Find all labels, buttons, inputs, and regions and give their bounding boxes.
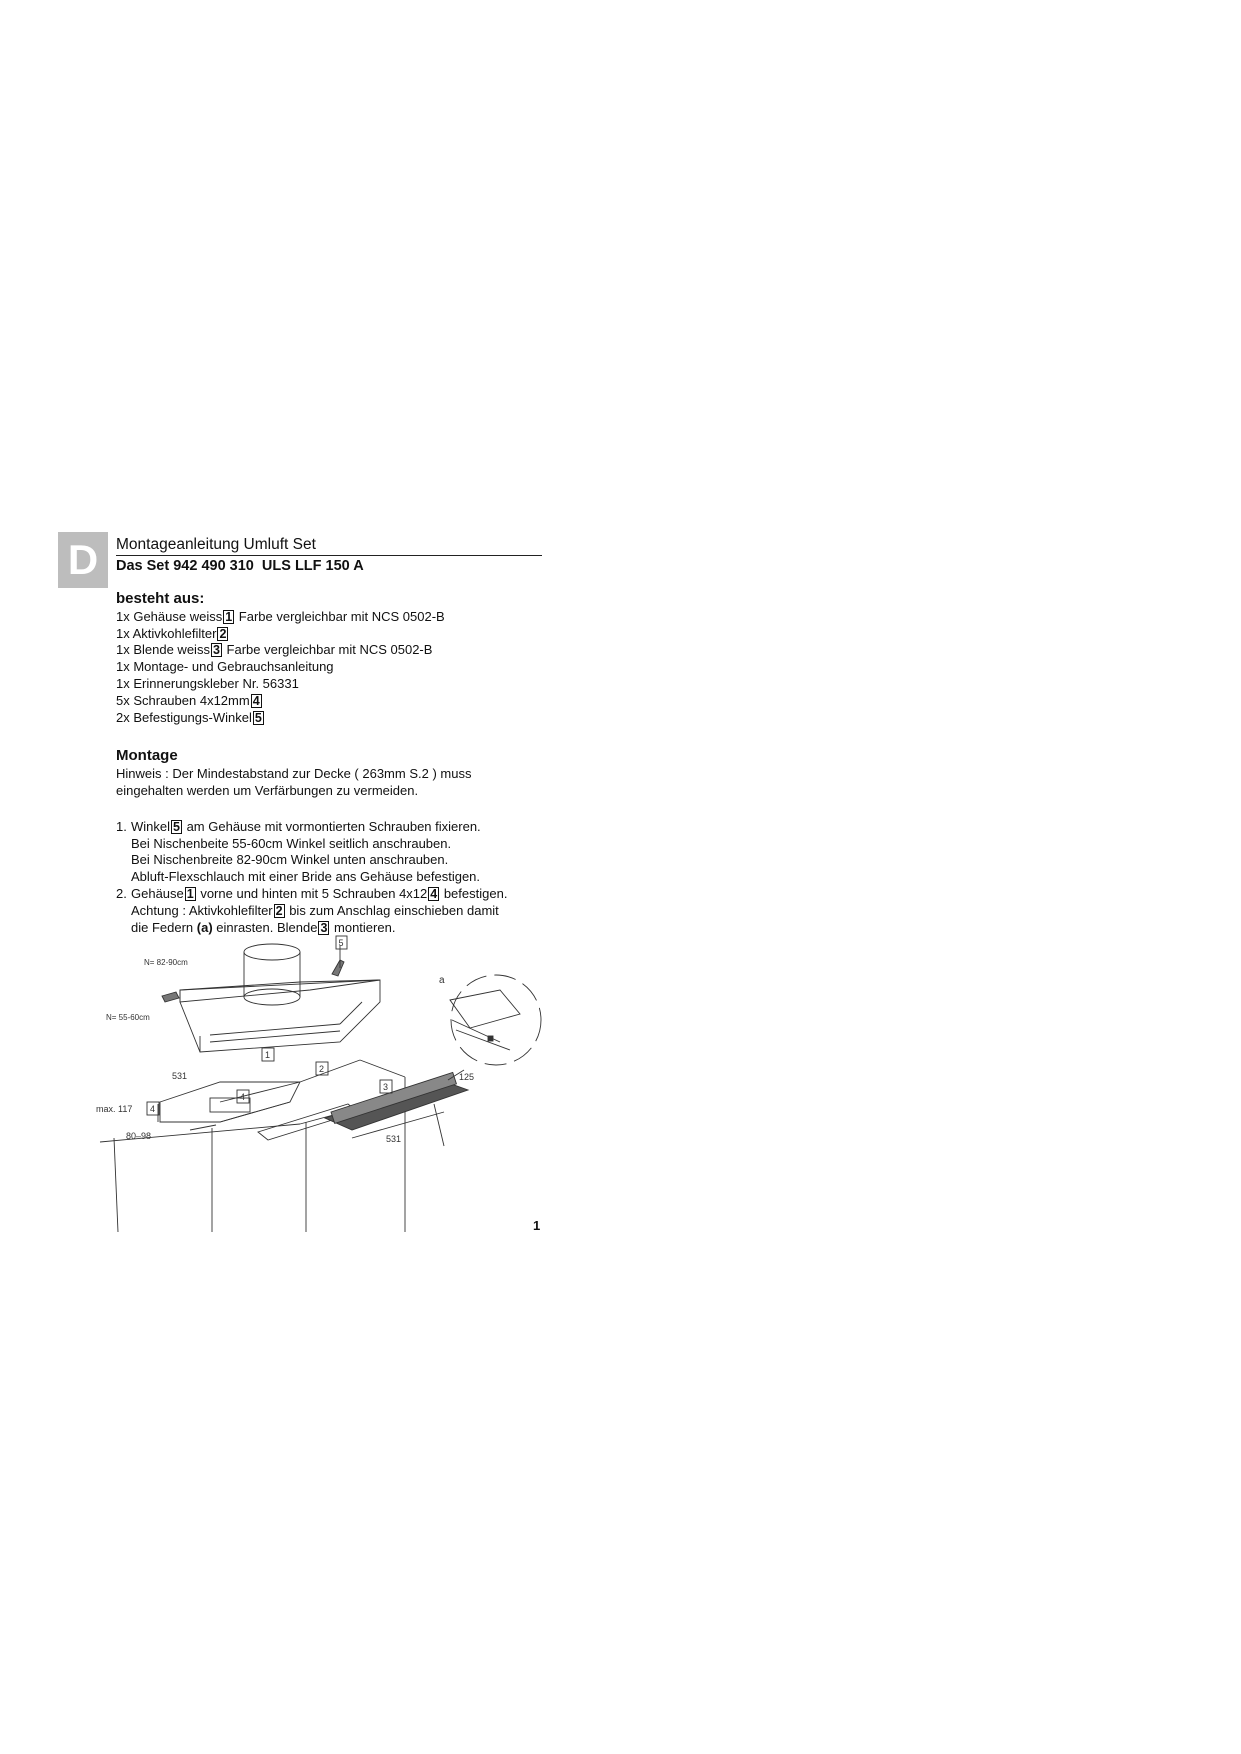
callout-number: 4 <box>240 1092 246 1102</box>
parts-item: 1x Blende weiss 3 Farbe vergleichbar mit NCS 0502-B <box>116 642 433 658</box>
step-2: 2. Gehäuse 1 vorne und hinten mit 5 Schrauben 4x12 4 befestigen. <box>116 885 508 901</box>
callout-number: 3 <box>383 1082 389 1092</box>
page-number: 1 <box>533 1218 541 1233</box>
step-1-line: Bei Nischenbeite 55-60cm Winkel seitlich anschrauben. <box>131 835 452 851</box>
montage-heading: Montage <box>116 747 178 765</box>
step-2-line: die Federn (a) einrasten. Blende 3 montieren. <box>131 919 396 935</box>
callout-letter: a <box>439 975 445 986</box>
parts-item: 1x Erinnerungskleber Nr. 56331 <box>116 675 299 691</box>
dimension-label: 531 <box>172 1071 188 1081</box>
parts-item: 2x Befestigungs-Winkel 5 <box>116 709 262 725</box>
step-1-line: Abluft-Flexschlauch mit einer Bride ans Gehäuse befestigen. <box>131 869 481 885</box>
dimension-label: max. 117 <box>96 1104 133 1114</box>
housing-with-duct-drawing <box>162 944 380 1052</box>
document-subtitle: Das Set 942 490 310 ULS LLF 150 A <box>116 558 364 574</box>
parts-item: 1x Gehäuse weiss 1 Farbe vergleichbar mit NCS 0502-B <box>116 608 445 624</box>
parts-item: 1x Aktivkohlefilter 2 <box>116 625 227 641</box>
niche-width-label: N= 82-90cm <box>144 958 188 967</box>
language-tab: D <box>58 532 108 588</box>
note-line: eingehalten werden um Verfärbungen zu vermeiden. <box>116 782 419 798</box>
dimension-label: 531 <box>386 1134 402 1144</box>
dimension-label: 80–98 <box>126 1131 152 1141</box>
step-1: 1. Winkel 5 am Gehäuse mit vormontierten Schrauben fixieren. <box>116 818 481 834</box>
niche-width-label: N= 55-60cm <box>106 1013 150 1022</box>
assembly-steps <box>116 819 556 937</box>
callout-number: 4 <box>150 1104 156 1114</box>
assembly-illustration <box>96 932 560 1232</box>
note-line: Hinweis : Der Mindestabstand zur Decke ( 263mm S.2 ) muss <box>116 766 472 782</box>
parts-item: 1x Montage- und Gebrauchsanleitung <box>116 659 334 675</box>
callout-number: 1 <box>265 1050 271 1060</box>
document-body <box>116 591 556 936</box>
installation-drawing <box>100 1060 468 1232</box>
spring-detail-drawing <box>450 975 541 1065</box>
parts-heading: besteht aus: <box>116 590 205 607</box>
document-header <box>116 536 542 574</box>
parts-list <box>116 609 556 727</box>
step-2-line: Achtung : Aktivkohlefilter 2 bis zum Anschlag einschieben damit <box>131 902 499 918</box>
parts-item: 5x Schrauben 4x12mm 4 <box>116 692 260 708</box>
document-title: Montageanleitung Umluft Set <box>116 536 542 556</box>
dimension-label: 125 <box>459 1072 475 1082</box>
callout-number: 5 <box>338 938 344 948</box>
step-1-line: Bei Nischenbreite 82-90cm Winkel unten anschrauben. <box>131 852 449 868</box>
callout-number: 2 <box>319 1064 325 1074</box>
